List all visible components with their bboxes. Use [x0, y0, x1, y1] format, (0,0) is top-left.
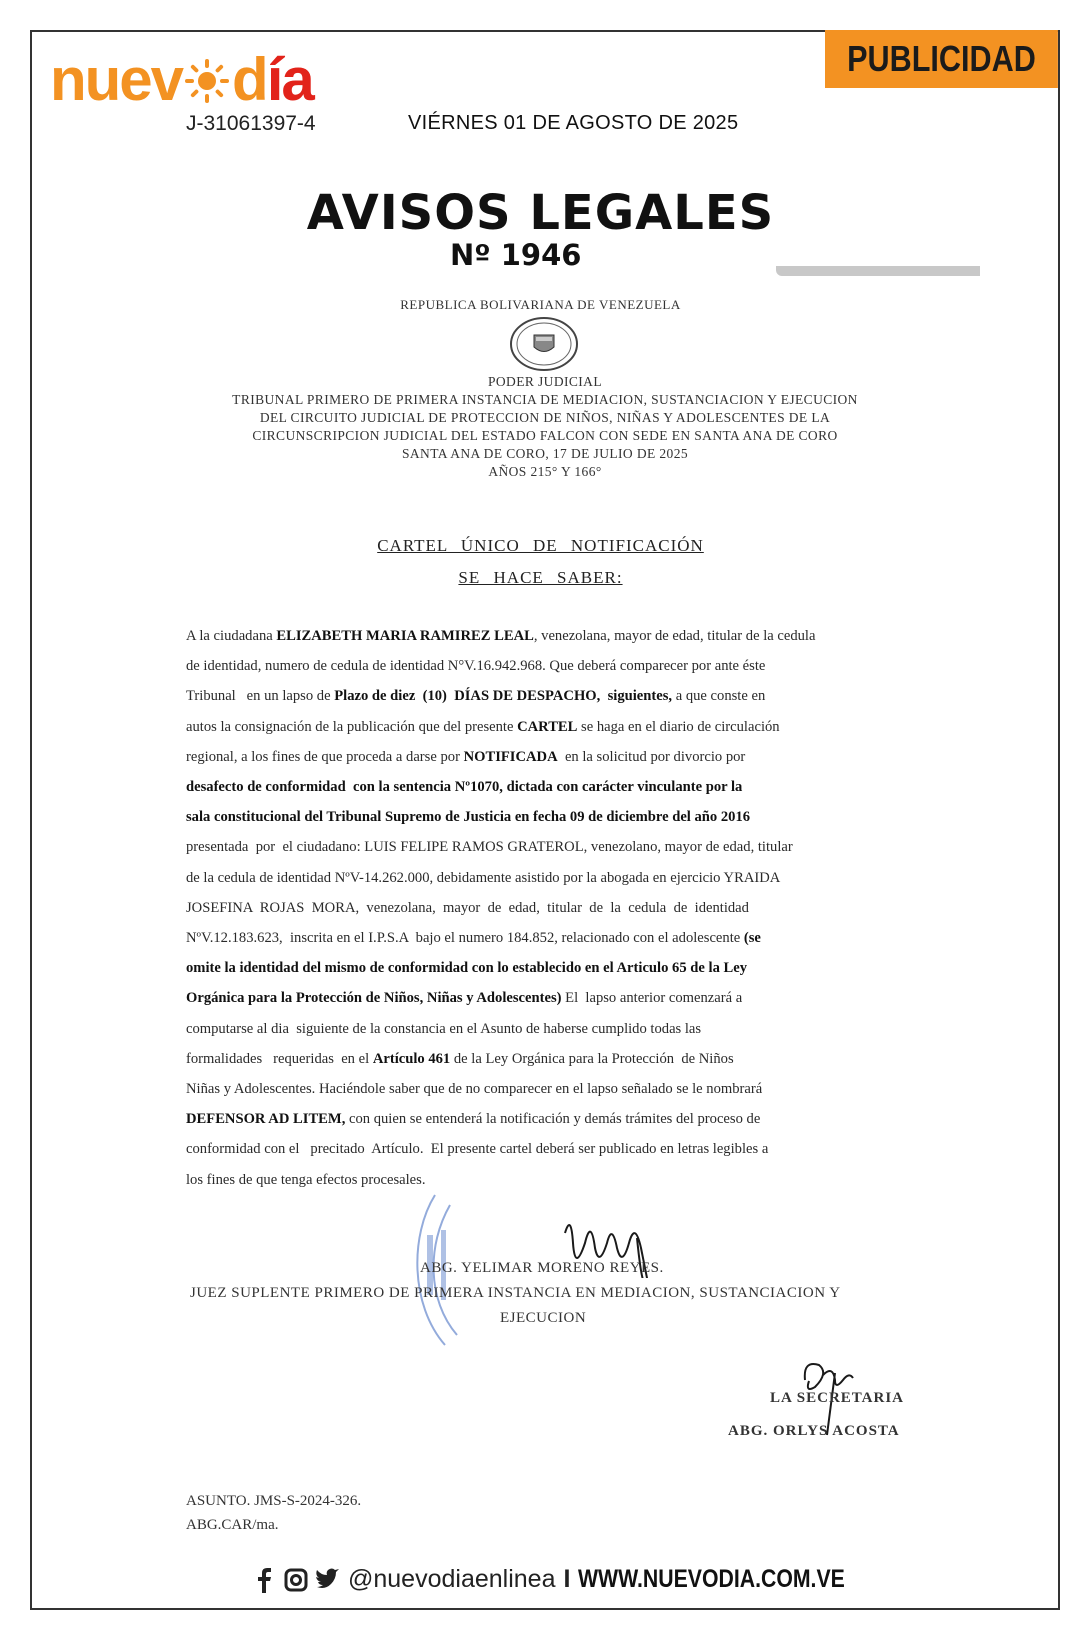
footer: [252, 1565, 892, 1594]
notice-line-text: [186, 712, 780, 742]
court-line: AÑOS 215° Y 166°: [488, 464, 602, 479]
line-text: en la solicitud por divorcio por: [557, 748, 746, 765]
notice-line: [186, 712, 911, 742]
notice-line-text: [186, 772, 742, 802]
notice-line-text: [186, 893, 749, 923]
facebook-icon[interactable]: [252, 1567, 276, 1593]
notice-line-text: [186, 1134, 768, 1164]
line-emphasis: CARTEL: [517, 718, 578, 735]
notice-line-text: [186, 953, 747, 983]
line-emphasis: desafecto de conformidad con la sentencia Nº1070, dictada con carácter vinculante por la: [186, 779, 743, 796]
line-emphasis: Artículo 461: [372, 1050, 451, 1067]
publicidad-badge: PUBLICIDAD: [825, 30, 1058, 88]
logo-text-1: nuev: [50, 46, 183, 113]
notice-line: [186, 802, 911, 832]
line-text: conformidad con el precitado Artículo. El presente cartel deberá ser publicado en letras legibles a: [186, 1141, 769, 1158]
instagram-icon[interactable]: [284, 1567, 308, 1593]
notice-line: [186, 621, 911, 651]
notice-line: [186, 772, 911, 802]
line-emphasis: DEFENSOR AD LITEM,: [186, 1111, 346, 1128]
notice-line-text: [186, 923, 761, 953]
notice-line-text: [186, 621, 815, 651]
logo-text-3: ía: [266, 46, 313, 113]
secretary-title: LA SECRETARIA: [770, 1390, 905, 1406]
notice-line-text: [186, 1044, 734, 1074]
court-line: TRIBUNAL PRIMERO DE PRIMERA INSTANCIA DE MEDIACION, SUSTANCIACION Y EJECUCION: [232, 392, 858, 407]
notice-line: [186, 893, 911, 923]
tax-id: J-31061397-4: [186, 112, 316, 135]
line-text: El lapso anterior comenzará a: [561, 990, 743, 1007]
line-emphasis: sala constitucional del Tribunal Supremo de Justicia en fecha 09 de diciembre del año 2016: [186, 809, 751, 826]
notice-body: [186, 621, 911, 1195]
section-title: AVISOS LEGALES: [306, 185, 775, 241]
notice-line: [186, 1134, 911, 1164]
line-emphasis: Plazo de diez (10) DÍAS DE DESPACHO, siguientes,: [334, 688, 673, 705]
republic-line: REPUBLICA BOLIVARIANA DE VENEZUELA: [400, 297, 681, 312]
notice-line: [186, 1074, 911, 1104]
line-text: los fines de que tenga efectos procesales.: [186, 1171, 426, 1188]
notice-line-text: [186, 1104, 760, 1134]
notice-line: [186, 1044, 911, 1074]
line-text: computarse al dia siguiente de la constancia en el Asunto de haberse cumplido todas las: [186, 1020, 702, 1037]
line-text: de la cedula de identidad NºV-14.262.000, debidamente asistido por la abogada en ejercicio YRAIDA: [186, 869, 781, 886]
line-text: , venezolana, mayor de edad, titular de la cedula: [533, 628, 816, 644]
edition-number: Nº 1946: [450, 238, 582, 272]
line-text: NºV.12.183.623, inscrita en el I.P.S.A bajo el numero 184.852, relacionado con el adolescente: [186, 930, 744, 947]
notice-line: [186, 832, 911, 862]
line-text: de identidad, numero de cedula de identidad N°V.16.942.968. Que deberá comparecer por ante éste: [186, 658, 766, 675]
initials: ABG.CAR/ma.: [186, 1517, 279, 1533]
notice-line: [186, 1014, 911, 1044]
line-emphasis: Orgánica para la Protección de Niños, Niñas y Adolescentes): [186, 990, 562, 1007]
court-line: CIRCUNSCRIPCION JUDICIAL DEL ESTADO FALCON CON SEDE EN SANTA ANA DE CORO: [252, 428, 838, 443]
case-reference: [186, 1489, 361, 1537]
notice-line: [186, 983, 911, 1013]
line-text: presentada por el ciudadano: LUIS FELIPE RAMOS GRATEROL, venezolano, mayor de edad, titular: [186, 839, 793, 856]
notice-subheading: SE HACE SABER:: [458, 568, 623, 587]
notice-line: [186, 1104, 911, 1134]
publication-date: VIÉRNES 01 DE AGOSTO DE 2025: [408, 112, 739, 134]
logo-text-2: d: [232, 46, 267, 113]
divider: [776, 266, 980, 276]
sun-icon: [184, 58, 230, 104]
notice-heading: CARTEL ÚNICO DE NOTIFICACIÓN: [377, 536, 704, 555]
notice-line: [186, 681, 911, 711]
notice-line-text: [186, 983, 742, 1013]
notice-line: [186, 742, 911, 772]
notice-line-text: [186, 1165, 426, 1195]
line-text: JOSEFINA ROJAS MORA, venezolana, mayor de edad, titular de la cedula de identidad: [186, 899, 749, 916]
line-text: Tribunal en un lapso de: [186, 688, 335, 705]
newspaper-logo: [50, 46, 313, 113]
line-text: formalidades requeridas en el: [186, 1050, 373, 1067]
notice-line-text: [186, 832, 793, 862]
footer-separator: I: [563, 1565, 571, 1593]
line-emphasis: ELIZABETH MARIA RAMIREZ LEAL: [276, 628, 534, 644]
line-emphasis: (se: [743, 930, 761, 947]
court-line: SANTA ANA DE CORO, 17 DE JULIO DE 2025: [402, 446, 688, 461]
website-link[interactable]: WWW.NUEVODIA.COM.VE: [578, 1565, 846, 1593]
court-header: [200, 373, 890, 481]
line-text: autos la consignación de la publicación que del presente: [186, 718, 518, 735]
line-emphasis: NOTIFICADA: [463, 748, 558, 765]
notice-line-text: [186, 742, 745, 772]
twitter-icon[interactable]: [316, 1567, 340, 1593]
line-text: de la Ley Orgánica para la Protección de Niños: [450, 1050, 734, 1067]
line-text: regional, a los fines de que proceda a darse por: [186, 748, 464, 765]
asunto-number: ASUNTO. JMS-S-2024-326.: [186, 1493, 362, 1509]
line-text: Niñas y Adolescentes. Haciéndole saber que de no comparecer en el lapso señalado se le nombrará: [186, 1081, 763, 1098]
notice-line-text: [186, 681, 765, 711]
coat-of-arms-icon: [508, 315, 580, 373]
judge-title-2: EJECUCION: [500, 1310, 587, 1326]
notice-line: [186, 651, 911, 681]
secretary-name: ABG. ORLYS ACOSTA: [728, 1423, 900, 1439]
notice-line-text: [186, 1074, 762, 1104]
line-text: a que conste en: [672, 688, 766, 705]
notice-line-text: [186, 1014, 701, 1044]
line-text: se haga en el diario de circulación: [577, 718, 780, 735]
notice-line-text: [186, 651, 765, 681]
judge-title: JUEZ SUPLENTE PRIMERO DE PRIMERA INSTANCIA EN MEDIACION, SUSTANCIACION Y: [190, 1285, 841, 1301]
court-line: DEL CIRCUITO JUDICIAL DE PROTECCION DE NIÑOS, NIÑAS Y ADOLESCENTES DE LA: [259, 410, 831, 425]
line-emphasis: omite la identidad del mismo de conformidad con lo establecido en el Articulo 65 de la Ley: [186, 960, 748, 977]
notice-line: [186, 863, 911, 893]
notice-line: [186, 923, 911, 953]
line-text: con quien se entenderá la notificación y demás trámites del proceso de: [345, 1111, 761, 1128]
notice-line-text: [186, 802, 750, 832]
court-line: PODER JUDICIAL: [488, 374, 602, 389]
social-handle[interactable]: @nuevodiaenlinea: [348, 1565, 556, 1593]
notice-line-text: [186, 863, 780, 893]
notice-line: [186, 953, 911, 983]
line-text: A la ciudadana: [186, 628, 277, 644]
judge-name: ABG. YELIMAR MORENO REYES.: [420, 1260, 664, 1276]
